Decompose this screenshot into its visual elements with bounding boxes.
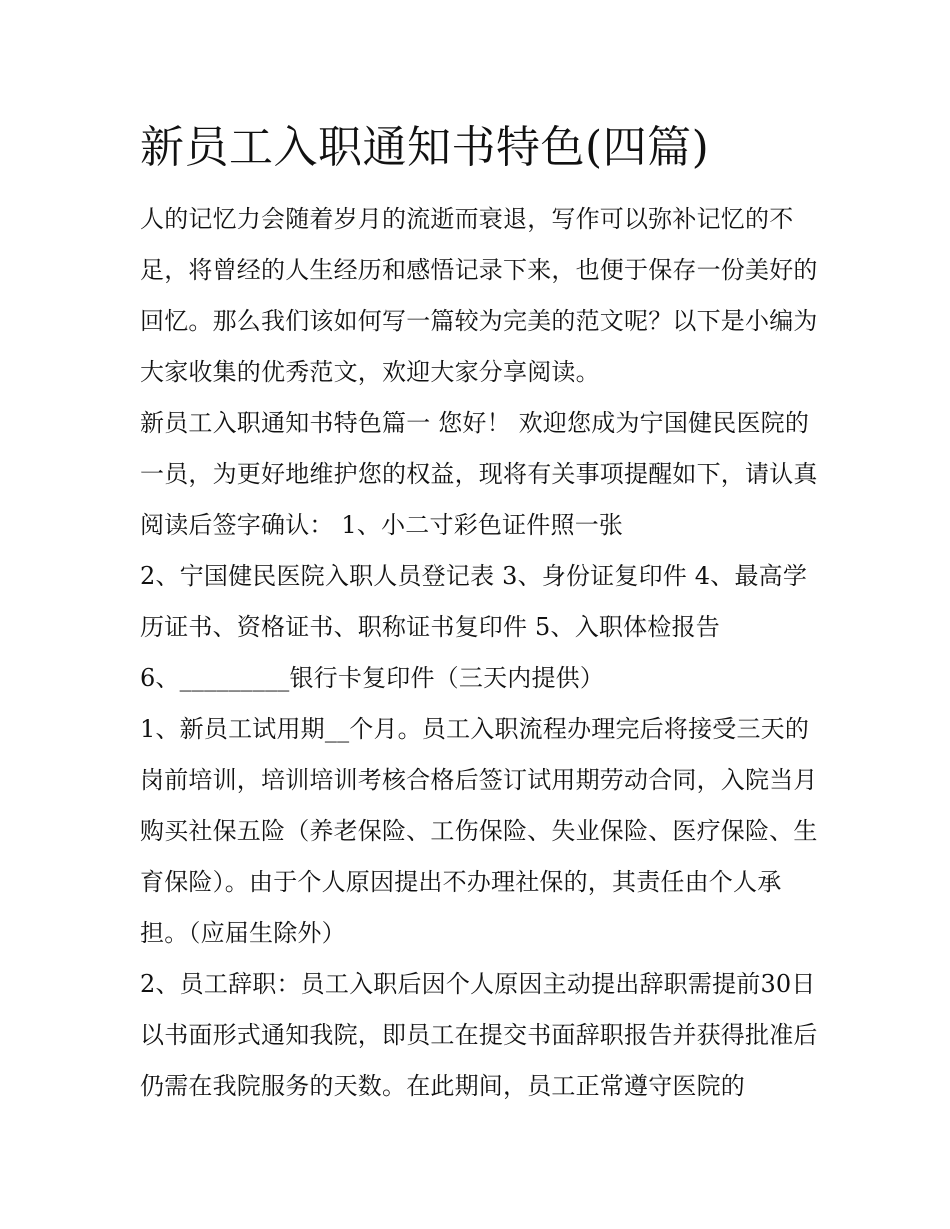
document-body [140,110,820,1112]
notice-paragraph-1: 新员工入职通知书特色篇一 您好！ 欢迎您成为宁国健民医院的一员，为更好地维护您的权益，现将有关事项提醒如下，请认真阅读后签字确认： 1、小二寸彩色证件照一张 [140,409,818,539]
resignation-paragraph: 2、员工辞职：员工入职后因个人原因主动提出辞职需提前30日以书面形式通知我院，即员工在提交书面辞职报告并获得批准后仍需在我院服务的天数。在此期间，员工正常遵守医院的 [140,970,818,1100]
probation-paragraph: 1、新员工试用期__个月。员工入职流程办理完后将接受三天的岗前培训，培训培训考核合格后签订试用期劳动合同，入院当月购买社保五险（养老保险、工伤保险、失业保险、医疗保险、生育保险）。由于个人原因提出不办理社保的，其责任由个人承担。（应届生除外） [140,715,818,947]
notice-paragraph-3: 6、_________银行卡复印件（三天内提供） [140,664,605,692]
intro-paragraph: 人的记忆力会随着岁月的流逝而衰退，写作可以弥补记忆的不足，将曾经的人生经历和感悟记录下来，也便于保存一份美好的回忆。那么我们该如何写一篇较为完美的范文呢？以下是小编为大家收集的优秀范文，欢迎大家分享阅读。 [140,205,818,386]
notice-paragraph-2: 2、宁国健民医院入职人员登记表 3、身份证复印件 4、最高学历证书、资格证书、职称证书复印件 5、入职体检报告 [140,562,808,641]
document-title: 新员工入职通知书特色(四篇) [140,122,710,173]
